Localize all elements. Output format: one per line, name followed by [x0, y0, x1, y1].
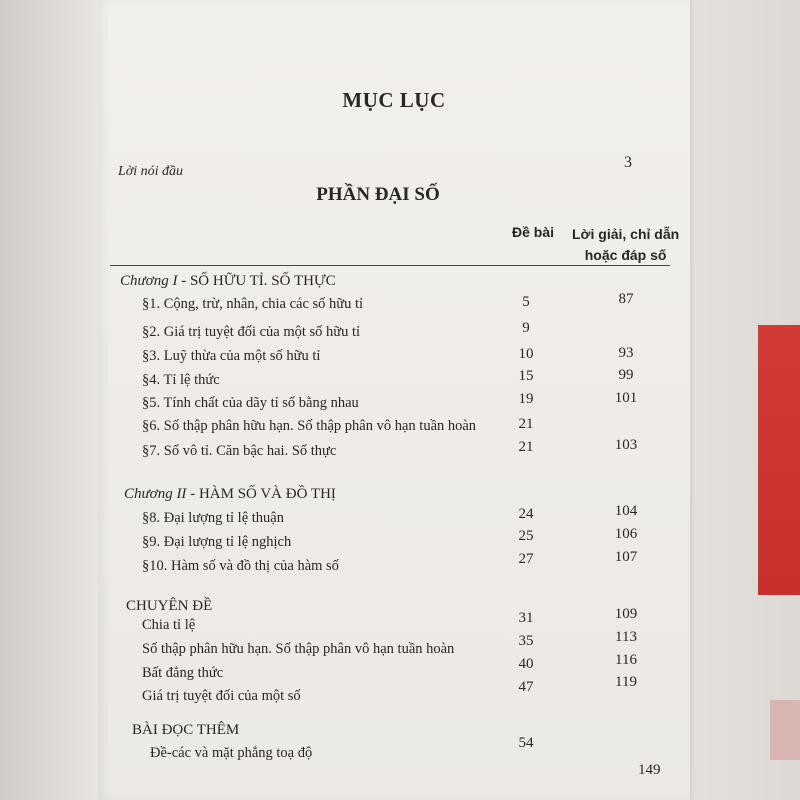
section-6-exercise-page: 21	[518, 416, 534, 432]
section-5-solution-page: 101	[614, 390, 638, 406]
section-1-exercise-page: 5	[522, 294, 530, 310]
part-title: PHẦN ĐẠI SỐ	[316, 184, 440, 205]
section-7-solution-page: 103	[614, 437, 638, 453]
chapter-1-prefix: Chương I	[120, 273, 178, 289]
section-6: §6. Số thập phân hữu hạn. Số thập phân vô hạn tuần hoàn	[142, 418, 477, 434]
topic-1-solution-page: 109	[614, 606, 638, 622]
cover-stripe-faded	[770, 700, 800, 760]
chapter-2-separator: -	[186, 486, 199, 502]
chapter-2-title: HÀM SỐ VÀ ĐỒ THỊ	[198, 486, 336, 502]
section-5: §5. Tính chất của dãy tỉ số bằng nhau	[142, 395, 359, 411]
page-number: 149	[638, 762, 661, 778]
section-1-solution-page: 87	[618, 291, 634, 307]
section-3-solution-page: 93	[618, 345, 634, 361]
chapter-1-separator: -	[177, 273, 190, 289]
topic-1-exercise-page: 31	[518, 610, 534, 626]
section-10-exercise-page: 27	[518, 551, 534, 567]
topic-3-exercise-page: 40	[518, 656, 534, 672]
section-8-solution-page: 104	[614, 503, 638, 519]
section-2-exercise-page: 9	[522, 320, 530, 336]
topic-3-solution-page: 116	[615, 652, 637, 668]
topic-3: Bất đẳng thức	[142, 665, 224, 681]
chapter-2-prefix: Chương II	[124, 486, 187, 502]
section-5-exercise-page: 19	[518, 391, 534, 407]
topic-1: Chia tỉ lệ	[142, 617, 196, 633]
section-4-solution-page: 99	[618, 367, 634, 383]
section-8: §8. Đại lượng tỉ lệ thuận	[142, 510, 284, 526]
chapter-1-title: SỐ HỮU TỈ. SỐ THỰC	[189, 273, 336, 289]
topic-2: Số thập phân hữu hạn. Số thập phân vô hạn tuần hoàn	[142, 641, 455, 657]
topic-2-exercise-page: 35	[518, 633, 534, 649]
red-cover-stripe	[758, 325, 800, 595]
section-4: §4. Tỉ lệ thức	[142, 372, 220, 388]
page-title: MỤC LỤC	[342, 88, 446, 112]
column-header-solution	[572, 224, 679, 266]
topic-4: Giá trị tuyệt đối của một số	[142, 688, 301, 704]
section-9-solution-page: 106	[614, 526, 638, 542]
section-1: §1. Cộng, trừ, nhân, chia các số hữu tỉ	[142, 296, 364, 312]
section-8-exercise-page: 24	[518, 506, 534, 522]
section-9: §9. Đại lượng tỉ lệ nghịch	[142, 534, 292, 550]
section-7-exercise-page: 21	[518, 439, 534, 455]
section-7: §7. Số vô tỉ. Căn bậc hai. Số thực	[142, 443, 337, 459]
column-header-solution-line1: Lời giải, chỉ dẫn	[572, 226, 680, 242]
column-header-exercise: Đề bài	[512, 224, 555, 240]
reading-1-exercise-page: 54	[518, 735, 534, 751]
chapter-1-heading	[120, 273, 336, 290]
section-10: §10. Hàm số và đồ thị của hàm số	[142, 558, 339, 574]
header-rule	[110, 265, 670, 266]
topic-2-solution-page: 113	[615, 629, 637, 645]
chapter-2-heading	[124, 486, 336, 503]
topic-4-solution-page: 119	[615, 674, 637, 690]
column-header-solution-line2: hoặc đáp số	[584, 247, 667, 263]
intro-page-number: 3	[624, 154, 632, 171]
topic-4-exercise-page: 47	[518, 679, 534, 695]
section-3: §3. Luỹ thừa của một số hữu tỉ	[142, 348, 321, 364]
intro-label: Lời nói đầu	[118, 164, 184, 179]
section-2: §2. Giá trị tuyệt đối của một số hữu tỉ	[142, 324, 361, 340]
reading-1: Đề-các và mặt phẳng toạ độ	[150, 745, 313, 761]
reading-heading: BÀI ĐỌC THÊM	[132, 722, 240, 738]
book-page	[98, 0, 690, 800]
section-9-exercise-page: 25	[518, 528, 534, 544]
section-10-solution-page: 107	[614, 549, 638, 565]
section-3-exercise-page: 10	[518, 346, 534, 362]
topics-heading: CHUYÊN ĐỀ	[126, 598, 213, 614]
section-4-exercise-page: 15	[518, 368, 534, 384]
book-left-edge	[0, 0, 92, 800]
